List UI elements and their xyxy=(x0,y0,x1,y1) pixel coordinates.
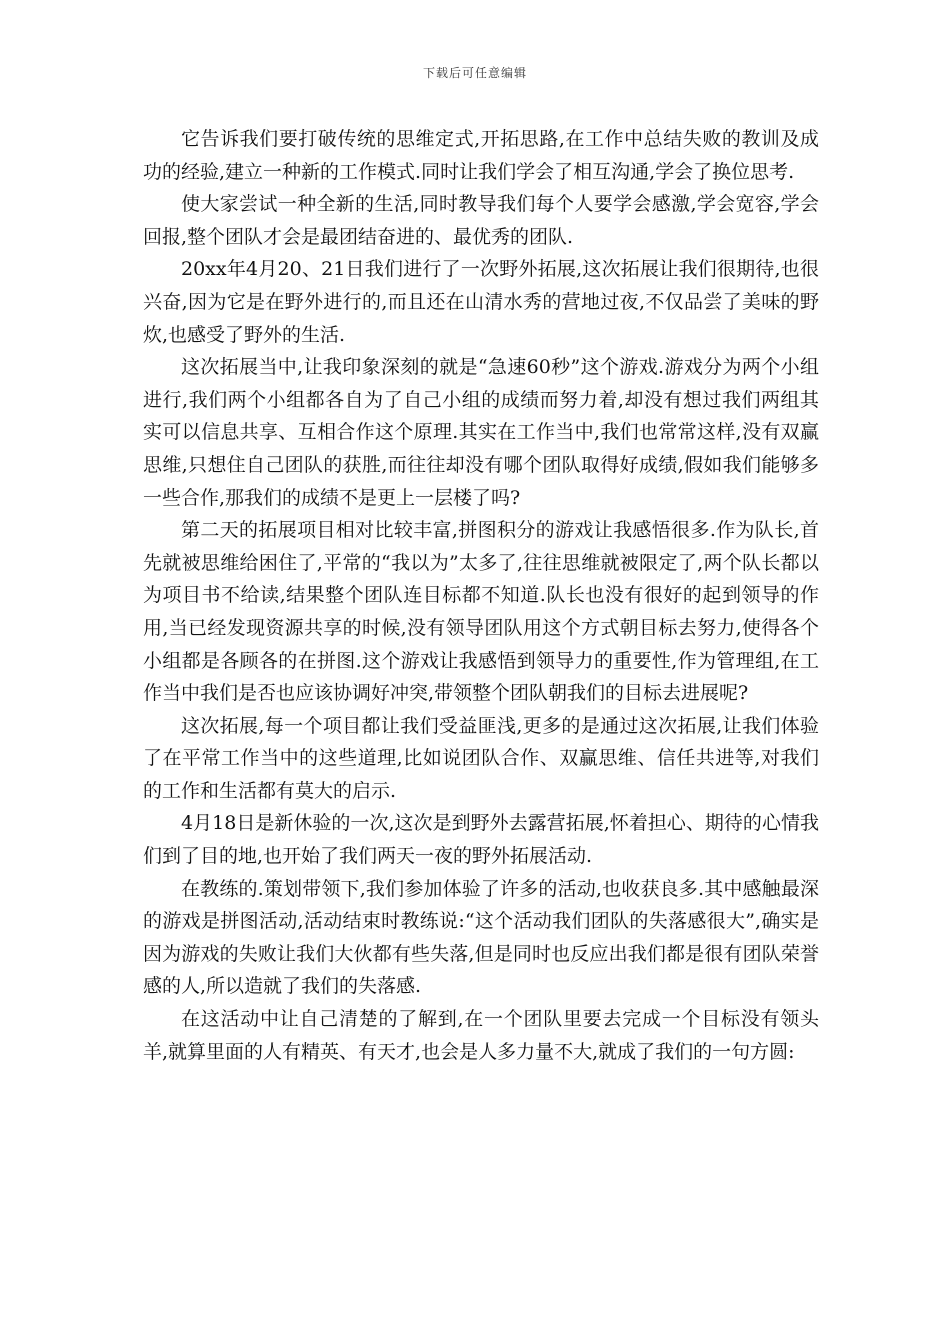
document-body xyxy=(143,123,819,1068)
paragraph-9: 在这活动中让自己清楚的了解到,在一个团队里要去完成一个目标没有领头羊,就算里面的人有精英、有天才,也会是人多力量不大,就成了我们的一句方圆: xyxy=(143,1008,819,1063)
paragraph-2: 使大家尝试一种全新的生活,同时教导我们每个人要学会感激,学会宽容,学会回报,整个团队才会是最团结奋进的、最优秀的团队. xyxy=(143,193,819,248)
paragraph-4: 这次拓展当中,让我印象深刻的就是“急速60秒”这个游戏.游戏分为两个小组进行,我们两个小组都各自为了自己小组的成绩而努力着,却没有想过我们两组其实可以信息共享、互相合作这个原理.其实在工作当中,我们也常常这样,没有双赢思维,只想住自己团队的获胜,而往往却没有哪个团队取得好成绩,假如我们能够多一些合作,那我们的成绩不是更上一层楼了吗? xyxy=(143,356,819,509)
paragraph-8: 在教练的.策划带领下,我们参加体验了许多的活动,也收获良多.其中感触最深的游戏是拼图活动,活动结束时教练说:“这个活动我们团队的失落感很大”,确实是因为游戏的失败让我们大伙都有些失落,但是同时也反应出我们都是很有团队荣誉感的人,所以造就了我们的失落感. xyxy=(143,877,819,998)
paragraph-5: 第二天的拓展项目相对比较丰富,拼图积分的游戏让我感悟很多.作为队长,首先就被思维给困住了,平常的“我以为”太多了,往往思维就被限定了,两个队长都以为项目书不给读,结果整个团队连目标都不知道.队长也没有很好的起到领导的作用,当已经发现资源共享的时候,没有领导团队用这个方式朝目标去努力,使得各个小组都是各顾各的在拼图.这个游戏让我感悟到领导力的重要性,作为管理组,在工作当中我们是否也应该协调好冲突,带领整个团队朝我们的目标去进展呢? xyxy=(143,519,819,705)
page-header-note: 下载后可任意编辑 xyxy=(422,66,527,80)
paragraph-1: 它告诉我们要打破传统的思维定式,开拓思路,在工作中总结失败的教训及成功的经验,建立一种新的工作模式.同时让我们学会了相互沟通,学会了换位思考. xyxy=(143,128,819,183)
paragraph-6: 这次拓展,每一个项目都让我们受益匪浅,更多的是通过这次拓展,让我们体验了在平常工作当中的这些道理,比如说团队合作、双赢思维、信任共进等,对我们的工作和生活都有莫大的启示. xyxy=(143,714,819,802)
paragraph-7: 4月18日是新休验的一次,这次是到野外去露营拓展,怀着担心、期待的心情我们到了目的地,也开始了我们两天一夜的野外拓展活动. xyxy=(143,812,819,868)
paragraph-3: 20xx年4月20、21日我们进行了一次野外拓展,这次拓展让我们很期待,也很兴奋,因为它是在野外进行的,而且还在山清水秀的营地过夜,不仅品尝了美味的野炊,也感受了野外的生活. xyxy=(143,258,819,346)
